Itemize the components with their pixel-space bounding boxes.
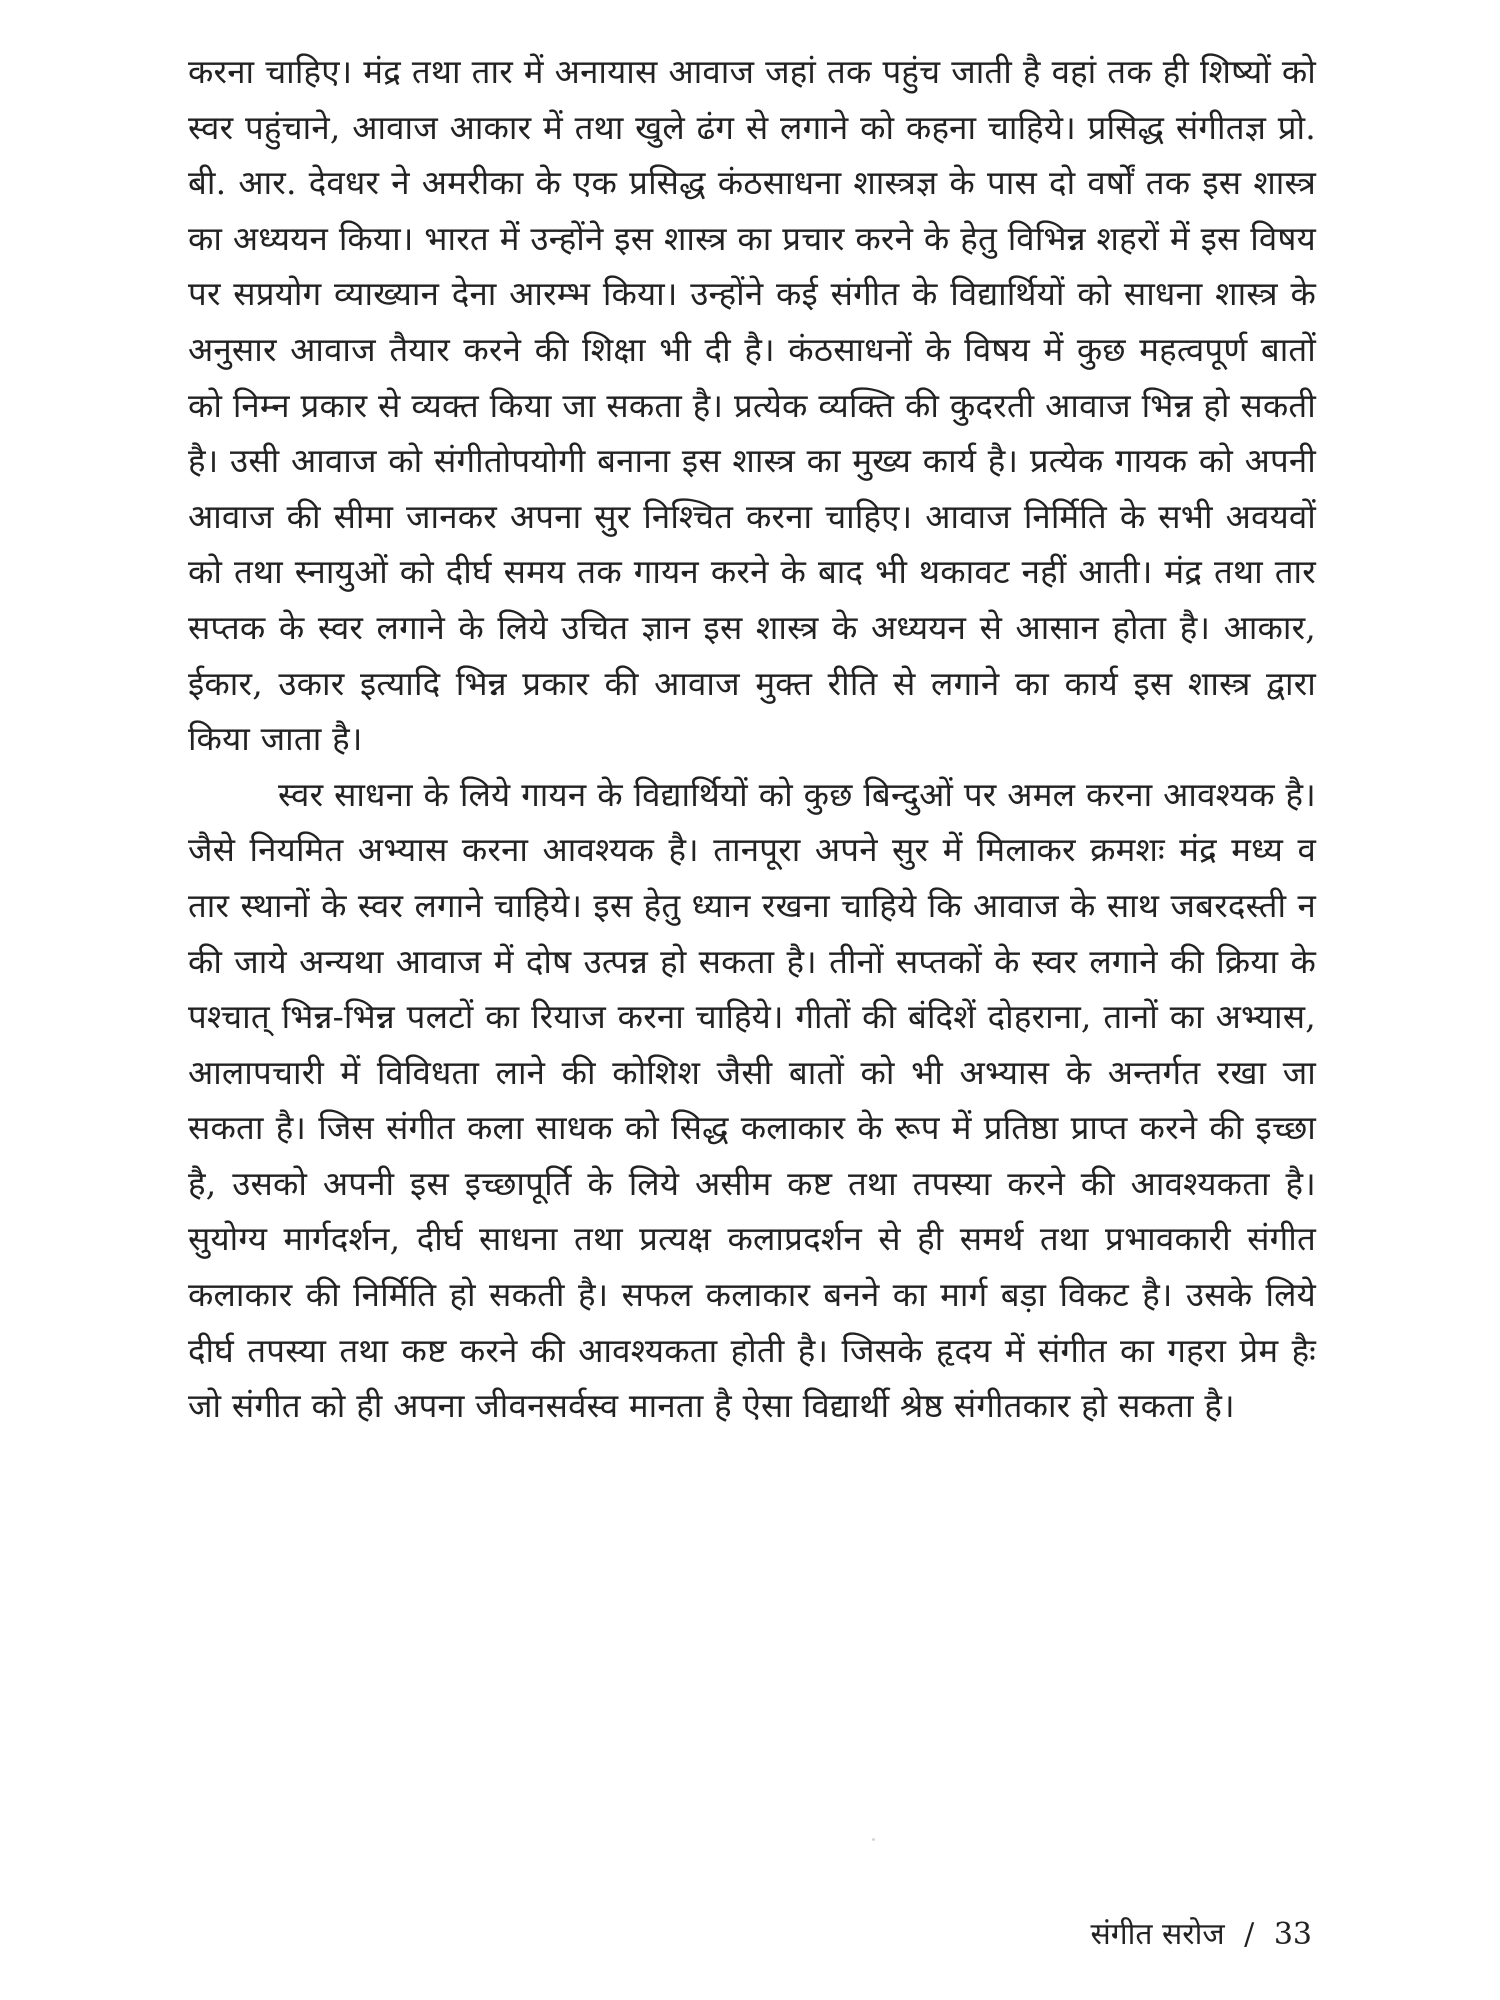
paragraph-2: स्वर साधना के लिये गायन के विद्यार्थियों को कुछ बिन्दुओं पर अमल करना आवश्यक है। जैसे नियमित अभ्यास करना आवश्यक है। तानपूरा अपने सुर में मिलाकर क्रमशः मंद्र मध्य व तार स्थानों के स्वर लगाने चाहिये। इस हेतु ध्यान रखना चाहिये कि आवाज के साथ जबरदस्ती न की जाये अन्यथा आवाज में दोष उत्पन्न हो सकता है। तीनों सप्तकों के स्वर लगाने की क्रिया के पश्चात् भिन्न-भिन्न पलटों का रियाज करना चाहिये। गीतों की बंदिशें दोहराना, तानों का अभ्यास, आलापचारी में विविधता लाने की कोशिश जैसी बातों को भी अभ्यास के अन्तर्गत रखा जा सकता है। जिस संगीत कला साधक को सिद्ध कलाकार के रूप में प्रतिष्ठा प्राप्त करने की इच्छा है, उसको अपनी इस इच्छापूर्ति के लिये असीम कष्ट तथा तपस्या करने की आवश्यकता है। सुयोग्य मार्गदर्शन, दीर्घ साधना तथा प्रत्यक्ष कलाप्रदर्शन से ही समर्थ तथा प्रभावकारी संगीत कलाकार की निर्मिति हो सकती है। सफल कलाकार बनने का मार्ग बड़ा विकट है। उसके लिये दीर्घ तपस्या तथा कष्ट करने की आवश्यकता होती है। जिसके हृदय में संगीत का गहरा प्रेम हैः जो संगीत को ही अपना जीवनसर्वस्व मानता है ऐसा विद्यार्थी श्रेष्ठ संगीतकार हो सकता है। — [188, 774, 1316, 1426]
page-footer — [1090, 1912, 1312, 1953]
footer-book-title: संगीत सरोज — [1090, 1917, 1225, 1952]
scan-speck — [872, 1838, 875, 1841]
body-text — [188, 44, 1316, 1434]
page-number: 33 — [1273, 1917, 1312, 1952]
footer-separator: / — [1244, 1917, 1255, 1952]
paragraph-1: करना चाहिए। मंद्र तथा तार में अनायास आवाज जहां तक पहुंच जाती है वहां तक ही शिष्यों को स्वर पहुंचाने, आवाज आकार में तथा खुले ढंग से लगाने को कहना चाहिये। प्रसिद्ध संगीतज्ञ प्रो. बी. आर. देवधर ने अमरीका के एक प्रसिद्ध कंठसाधना शास्त्रज्ञ के पास दो वर्षों तक इस शास्त्र का अध्ययन किया। भारत में उन्होंने इस शास्त्र का प्रचार करने के हेतु विभिन्न शहरों में इस विषय पर सप्रयोग व्याख्यान देना आरम्भ किया। उन्होंने कई संगीत के विद्यार्थियों को साधना शास्त्र के अनुसार आवाज तैयार करने की शिक्षा भी दी है। कंठसाधनों के विषय में कुछ महत्वपूर्ण बातों को निम्न प्रकार से व्यक्त किया जा सकता है। प्रत्येक व्यक्ति की कुदरती आवाज भिन्न हो सकती है। उसी आवाज को संगीतोपयोगी बनाना इस शास्त्र का मुख्य कार्य है। प्रत्येक गायक को अपनी आवाज की सीमा जानकर अपना सुर निश्चित करना चाहिए। आवाज निर्मिति के सभी अवयवों को तथा स्नायुओं को दीर्घ समय तक गायन करने के बाद भी थकावट नहीं आती। मंद्र तथा तार सप्तक के स्वर लगाने के लिये उचित ज्ञान इस शास्त्र के अध्ययन से आसान होता है। आकार, ईकार, उकार इत्यादि भिन्न प्रकार की आवाज मुक्त रीति से लगाने का कार्य इस शास्त्र द्वारा किया जाता है। — [188, 52, 1316, 759]
